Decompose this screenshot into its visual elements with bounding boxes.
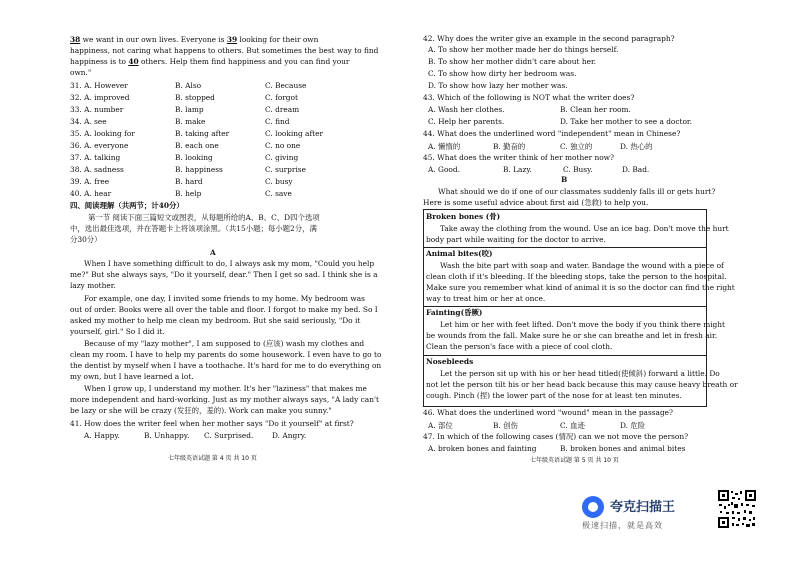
box-line: Take away the clothing from the wound. Use an ice bag. Don't move the hurt	[440, 224, 729, 233]
q42-option: C. To show how dirty her bedroom was.	[428, 69, 577, 78]
option-a: 32. A. improved	[70, 93, 130, 102]
box-line: Make sure you remember what kind of animal it is so the doctor can find the right	[426, 283, 735, 292]
q47-option: A. broken bones and fainting	[428, 444, 537, 453]
q42-option: B. To show her mother didn't care about her.	[428, 57, 597, 66]
q45-option: A. Good.	[428, 165, 460, 174]
question-46: 46. What does the underlined word "wound" mean in the passage?	[423, 408, 674, 417]
section-instruction: 中，选出最佳选项，并在答题卡上将该项涂黑。（共15小题；每小题2分，满	[70, 224, 317, 233]
section-title: 四、阅读理解（共两节；计40分）	[70, 201, 184, 210]
passage-line: more independent and hard-working. Just as my mother always says, "A lady can't	[70, 395, 379, 404]
passage-line: yourself, girl." So I did it.	[70, 327, 165, 336]
passage-line: Because of my "lazy mother", I am supposed to (应该) wash my clothes and	[84, 339, 365, 348]
passage-line: out of order. Books were all over the table and floor. I forgot to make my bed. So I	[70, 305, 378, 314]
q44-option: C. 独立的	[560, 142, 593, 151]
passage-intro: Here is some useful advice about first aid (急救) to help you.	[423, 198, 649, 207]
q41-option: A. Happy.	[84, 431, 120, 440]
box-divider	[424, 306, 706, 307]
option-b: B. taking after	[175, 129, 230, 138]
q45-option: B. Lazy.	[503, 165, 532, 174]
box-line: Let the person sit up with his or her head titled(使倾斜) forward a little. Do	[440, 369, 720, 378]
option-b: B. each one	[175, 141, 219, 150]
brand-name: 夸克扫描王	[610, 500, 676, 515]
option-b: B. Also	[175, 81, 202, 90]
q42-option: A. To show her mother made her do things herself.	[428, 45, 619, 54]
option-a: 36. A. everyone	[70, 141, 129, 150]
box-line: body part while waiting for the doctor to arrive.	[426, 235, 606, 244]
box-heading: Animal bites(咬)	[426, 249, 493, 258]
question-41: 41. How does the writer feel when her mother says "Do it yourself" at first?	[70, 419, 354, 428]
passage-line: When I have something difficult to do, I always ask my mom, "Could you help	[84, 259, 375, 268]
passage-line: lazy mother.	[70, 281, 116, 290]
passage-intro: What should we do if one of our classmates suddenly falls ill or gets hurt?	[438, 187, 716, 196]
option-b: B. help	[175, 189, 202, 198]
passage-title: B	[561, 175, 568, 184]
page-footer: 七年级英语试题 第 5 页 共 10 页	[530, 457, 619, 464]
question-43: 43. Which of the following is NOT what the writer does?	[423, 93, 635, 102]
option-c: C. find	[265, 117, 290, 126]
q46-option: C. 血迹	[560, 421, 585, 430]
passage-line: the dentist by myself when I have a toothache. It's hard for me to do everything on	[70, 361, 382, 370]
question-44: 44. What does the underlined word "independent" mean in Chinese?	[423, 129, 681, 138]
option-a: 35. A. looking for	[70, 129, 135, 138]
q46-option: D. 危险	[620, 421, 646, 430]
box-line: be wounds from the fall. Make sure he or she can breathe and let in fresh air.	[426, 331, 718, 340]
passage-line: own."	[70, 68, 92, 77]
q43-option: B. Clean her room.	[560, 105, 631, 114]
first-aid-box	[423, 209, 738, 407]
box-line: Clean the person's face with a piece of cool cloth.	[426, 342, 613, 351]
option-c: C. save	[265, 189, 292, 198]
option-c: C. busy	[265, 177, 293, 186]
box-line: way to treat him or her at once.	[426, 294, 546, 303]
question-47: 47. In which of the following cases (情况) can we not move the person?	[423, 432, 689, 441]
option-a: 37. A. talking	[70, 153, 121, 162]
option-c: C. Because	[265, 81, 307, 90]
q44-option: D. 热心的	[620, 142, 653, 151]
q44-option: B. 勤奋的	[493, 142, 526, 151]
box-line: clean cloth if it's bleeding. If the bleeding stops, take the person to the hospital.	[426, 272, 727, 281]
passage-line: asked my mother to help me clean my bedroom. But she said seriously, "Do it	[70, 316, 361, 325]
option-b: B. happiness	[175, 165, 223, 174]
option-b: B. stopped	[175, 93, 215, 102]
qr-code-icon	[717, 489, 757, 529]
option-b: B. hard	[175, 177, 203, 186]
option-c: C. forgot	[265, 93, 298, 102]
scanner-watermark	[582, 494, 712, 536]
box-line: not let the person tilt his or her head back because this may cause heavy breath or	[426, 380, 738, 389]
q47-option: B. broken bones and animal bites	[560, 444, 686, 453]
option-a: 33. A. number	[70, 105, 124, 114]
box-heading: Broken bones (骨)	[426, 212, 501, 221]
option-a: 40. A. hear	[70, 189, 112, 198]
section-instruction: 分30分）	[70, 235, 102, 244]
passage-line: clean my room. I have to help my parents do some housework. I even have to go to	[70, 350, 382, 359]
q46-option: A. 部位	[428, 421, 453, 430]
box-divider	[424, 355, 706, 356]
box-heading: Fainting(昏厥)	[426, 308, 483, 317]
q45-option: C. Busy.	[563, 165, 593, 174]
box-divider	[424, 247, 706, 248]
passage-title: A	[210, 248, 216, 257]
q46-option: B. 创伤	[493, 421, 518, 430]
question-45: 45. What does the writer think of her mother now?	[423, 153, 614, 162]
q43-option: C. Help her parents.	[428, 117, 505, 126]
q43-option: A. Wash her clothes.	[428, 105, 505, 114]
passage-line: For example, one day, I invited some friends to my home. My bedroom was	[84, 294, 365, 303]
option-c: C. surprise	[265, 165, 306, 174]
box-line: Wash the bite part with soap and water. Bandage the wound with a piece of	[440, 261, 724, 270]
passage-line: my own, but I have learned a lot.	[70, 372, 194, 381]
passage-line: me?" But she always says, "Do it yourself, dear." Then I get so sad. I think she is a	[70, 270, 378, 279]
q41-option: C. Surprised.	[204, 431, 254, 440]
option-c: C. no one	[265, 141, 301, 150]
option-a: 31. A. However	[70, 81, 128, 90]
option-a: 38. A. sadness	[70, 165, 124, 174]
option-a: 34. A. see	[70, 117, 107, 126]
passage-line: happiness, not caring what happens to others. But sometimes the best way to find	[70, 46, 379, 55]
option-c: C. dream	[265, 105, 300, 114]
q41-option: B. Unhappy.	[144, 431, 190, 440]
q44-option: A. 懒惰的	[428, 142, 461, 151]
section-instruction: 第一节 阅读下面三篇短文或图表，从每题所给的A、B、C、D四个选项	[88, 213, 320, 222]
box-heading: Nosebleeds	[426, 357, 474, 366]
q43-option: D. Take her mother to see a doctor.	[560, 117, 693, 126]
passage-line: 38 we want in our own lives. Everyone is 39 looking for their own	[70, 35, 319, 44]
passage-line: happiness is to 40 others. Help them find happiness and you can find your	[70, 57, 350, 66]
option-c: C. looking after	[265, 129, 324, 138]
q45-option: D. Bad.	[622, 165, 650, 174]
box-line: Let him or her with feet lifted. Don't move the body if you think there might	[440, 320, 726, 329]
option-a: 39. A. free	[70, 177, 110, 186]
brand-slogan: 极速扫描，就是高效	[582, 521, 663, 530]
box-line: cough. Pinch (捏) the lower part of the nose for at least ten minutes.	[426, 391, 682, 400]
q41-option: D. Angry.	[272, 431, 307, 440]
quark-logo-icon	[582, 496, 604, 518]
passage-line: be lazy or she will be crazy (发狂的，羞的). Work can make you sunny."	[70, 406, 332, 415]
q42-option: D. To show how lazy her mother was.	[428, 81, 568, 90]
option-b: B. lamp	[175, 105, 204, 114]
option-c: C. giving	[265, 153, 299, 162]
option-b: B. make	[175, 117, 206, 126]
option-b: B. looking	[175, 153, 213, 162]
page-footer: 七年级英语试题 第 4 页 共 10 页	[168, 455, 257, 462]
question-42: 42. Why does the writer give an example in the second paragraph?	[423, 34, 675, 43]
passage-line: When I grow up, I understand my mother. It's her "laziness" that makes me	[84, 384, 367, 393]
